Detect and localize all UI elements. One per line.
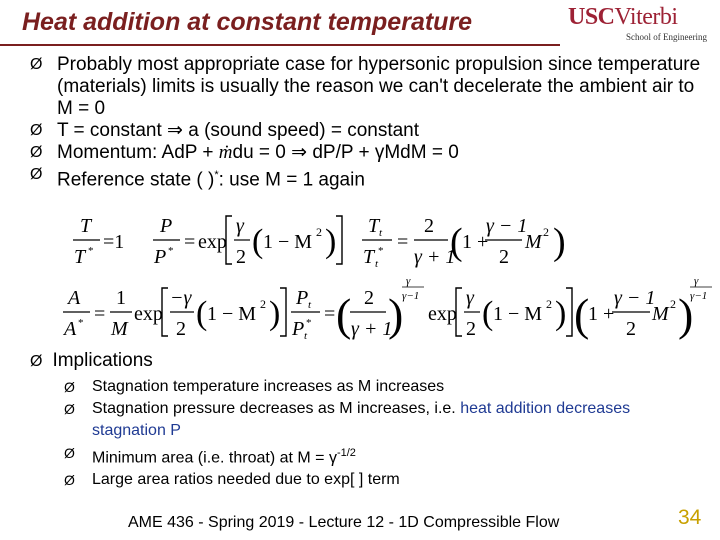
implication-item bbox=[64, 442, 684, 469]
bullet-arrow-icon: Ø bbox=[30, 166, 43, 183]
implication-item bbox=[64, 376, 684, 398]
eq5-gamma: γ bbox=[466, 287, 474, 309]
bullet-4-text-a: Reference state ( ) bbox=[57, 169, 215, 191]
eq4-minus-gamma: −γ bbox=[170, 287, 192, 309]
paren-open: ( bbox=[196, 295, 208, 332]
paren-open: ( bbox=[336, 289, 352, 340]
star-superscript: * bbox=[214, 169, 219, 181]
equals-sign: = bbox=[94, 303, 106, 325]
eq5-sub-den: t bbox=[304, 330, 308, 342]
bullet-arrow-icon: Ø bbox=[30, 122, 43, 139]
eq3-sub: t bbox=[379, 227, 383, 239]
mdot-symbol: ṁ bbox=[218, 142, 233, 163]
implications-list bbox=[64, 376, 684, 491]
paren-open: ( bbox=[574, 289, 590, 340]
eq5-two-b: 2 bbox=[466, 318, 476, 340]
paren-open: ( bbox=[252, 223, 264, 260]
bullet-2-text-b: a (sound speed) = constant bbox=[182, 120, 420, 141]
eq5-pow-den-b: γ−1 bbox=[690, 290, 708, 302]
implication-item bbox=[64, 398, 684, 442]
eq5-sq-b: 2 bbox=[670, 297, 676, 311]
bullet-3 bbox=[30, 142, 710, 164]
page-number: 34 bbox=[678, 506, 702, 529]
implication-3-text: Minimum area (i.e. throat) at M = bbox=[92, 449, 329, 467]
paren-open: ( bbox=[482, 295, 494, 332]
eq3-M: M bbox=[525, 231, 542, 253]
star-mark: * bbox=[306, 317, 312, 329]
paren-close: ) bbox=[325, 223, 337, 260]
implies-icon: ⇒ bbox=[291, 142, 308, 163]
eq1-num: T bbox=[80, 215, 92, 237]
logo-school: School of Engineering bbox=[626, 32, 707, 42]
bullet-3-text-d: MdM = 0 bbox=[384, 142, 459, 163]
eq3-gm1: γ − 1 bbox=[486, 215, 528, 237]
bullet-3-text-a: Momentum: AdP + bbox=[57, 142, 219, 163]
equation-stagnation-temperature-ratio bbox=[362, 215, 566, 270]
implications-bullet bbox=[30, 350, 153, 373]
implications-heading: Implications bbox=[52, 350, 153, 371]
equals-sign: = bbox=[324, 303, 336, 325]
star-mark: * bbox=[88, 245, 94, 257]
slide-title: Heat addition at constant temperature bbox=[22, 8, 473, 36]
bullet-arrow-icon: Ø bbox=[64, 472, 75, 489]
usc-viterbi-logo bbox=[568, 4, 713, 44]
bullet-arrow-icon: Ø bbox=[30, 144, 43, 161]
eq5-num: P bbox=[296, 287, 309, 309]
eq5-pow-num-b: γ bbox=[694, 275, 699, 287]
implication-4-text: Large area ratios needed due to exp[ ] term bbox=[92, 471, 400, 489]
eq5-exp: exp bbox=[428, 303, 457, 325]
paren-close: ) bbox=[269, 295, 281, 332]
implication-item bbox=[64, 469, 684, 491]
bullet-3-text-b: du = 0 bbox=[232, 142, 292, 163]
bullet-1 bbox=[30, 54, 710, 120]
gamma-symbol: γ bbox=[374, 142, 385, 163]
eq2-den: P bbox=[154, 246, 167, 268]
star-mark: * bbox=[78, 317, 84, 329]
logo-usc: USC bbox=[568, 4, 615, 30]
eq2-num: P bbox=[160, 215, 173, 237]
eq4-den: A bbox=[64, 318, 77, 340]
paren-close: ) bbox=[678, 289, 694, 340]
implication-2-highlight: heat addition decreases stagnation P bbox=[92, 400, 631, 439]
eq3-sq: 2 bbox=[543, 225, 549, 239]
eq3-gp1: γ + 1 bbox=[414, 246, 456, 268]
bullet-arrow-icon: Ø bbox=[64, 445, 75, 461]
equals-sign: = bbox=[184, 231, 196, 253]
bullet-arrow-icon: Ø bbox=[64, 401, 75, 417]
equation-stagnation-pressure-ratio bbox=[291, 275, 712, 342]
bullet-2 bbox=[30, 120, 710, 142]
eq5-den: P bbox=[292, 318, 305, 340]
exponent: -1/2 bbox=[336, 447, 356, 459]
eq5-one-minus: 1 − M bbox=[493, 303, 543, 325]
implies-icon: ⇒ bbox=[167, 120, 183, 141]
equation-area-ratio bbox=[62, 287, 286, 340]
bullet-arrow-icon: Ø bbox=[30, 353, 43, 370]
eq3-num: T bbox=[368, 215, 380, 237]
eq2-exp: exp bbox=[198, 231, 227, 253]
eq5-pow-den: γ−1 bbox=[402, 290, 420, 302]
eq3-sub-den: t bbox=[375, 258, 379, 270]
bullet-1-text: Probably most appropriate case for hypersonic propulsion since temperature (materials) limits is usually the reason we can't decelerate the ambient air to M = 0 bbox=[57, 54, 701, 119]
eq4-num: A bbox=[68, 287, 81, 309]
title-underline bbox=[0, 44, 560, 46]
eq5-two: 2 bbox=[364, 287, 374, 309]
logo-viterbi: Viterbi bbox=[614, 4, 678, 30]
equation-temperature-ratio bbox=[73, 215, 124, 268]
gamma-symbol: γ bbox=[328, 449, 337, 467]
eq2-one-minus: 1 − M bbox=[263, 231, 313, 253]
eq4-one: 1 bbox=[116, 287, 126, 309]
eq2-two: 2 bbox=[236, 246, 246, 268]
eq5-M: M bbox=[652, 303, 669, 325]
eq2-sq: 2 bbox=[316, 225, 322, 239]
eq4-exp: exp bbox=[134, 303, 163, 325]
equals-sign: = bbox=[397, 231, 409, 253]
bullet-4 bbox=[30, 164, 710, 191]
eq3-two: 2 bbox=[424, 215, 434, 237]
paren-open: ( bbox=[450, 221, 463, 263]
eq2-gamma: γ bbox=[236, 215, 244, 237]
implication-1-text: Stagnation temperature increases as M increases bbox=[92, 378, 445, 395]
eq5-one-plus: 1 + bbox=[588, 303, 615, 325]
eq3-den: T bbox=[363, 246, 375, 268]
eq1-den: T bbox=[74, 246, 86, 268]
eq5-sq: 2 bbox=[546, 297, 552, 311]
main-bullets bbox=[30, 54, 710, 191]
eq5-sub: t bbox=[308, 299, 312, 311]
eq5-two-c: 2 bbox=[626, 318, 636, 340]
eq4-M: M bbox=[111, 318, 128, 340]
star-mark: * bbox=[168, 245, 174, 257]
eq3-one-plus: 1 + bbox=[462, 231, 489, 253]
bullet-2-text-a: T = constant bbox=[57, 120, 168, 141]
bullet-3-text-c: dP/P + bbox=[307, 142, 375, 163]
eq5-gm1: γ − 1 bbox=[614, 287, 656, 309]
paren-close: ) bbox=[388, 289, 404, 340]
eq5-gp1: γ + 1 bbox=[351, 318, 393, 340]
implication-2-text: Stagnation pressure decreases as M increases, i.e. bbox=[92, 400, 461, 417]
star-mark: * bbox=[378, 245, 384, 257]
eq5-pow-num: γ bbox=[406, 275, 411, 287]
eq4-one-minus: 1 − M bbox=[207, 303, 257, 325]
eq4-two: 2 bbox=[176, 318, 186, 340]
paren-close: ) bbox=[553, 221, 566, 263]
eq1-rhs: =1 bbox=[103, 231, 125, 253]
eq4-sq: 2 bbox=[260, 297, 266, 311]
equation-pressure-ratio bbox=[153, 215, 342, 268]
eq3-two-den: 2 bbox=[499, 246, 509, 268]
slide-footer: AME 436 - Spring 2019 - Lecture 12 - 1D Compressible Flow bbox=[128, 514, 560, 531]
paren-close: ) bbox=[555, 295, 567, 332]
bullet-arrow-icon: Ø bbox=[30, 56, 43, 73]
bullet-4-text-b: : use M = 1 again bbox=[218, 169, 365, 191]
bullet-arrow-icon: Ø bbox=[64, 379, 75, 395]
